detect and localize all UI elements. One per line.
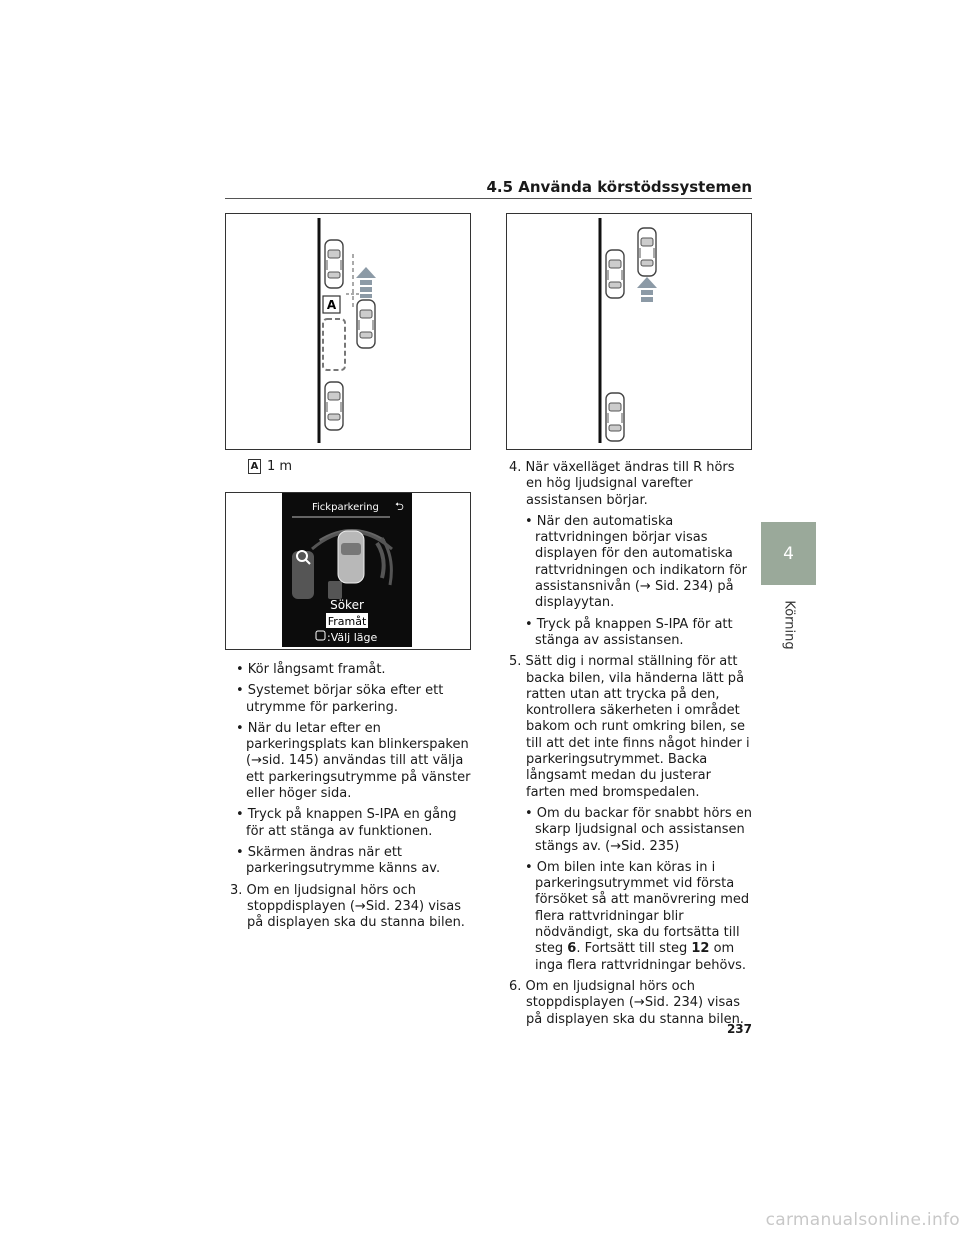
step-5: 5. Sätt dig i normal ställning för att backa bilen, vila händerna lätt på ratten utan att trycka på den, kontrollera säkerheten i området bakom och runt omkring bilen, se till att det inte finns något hinder i parkeringsutrymmet. Backa långsamt medan du justerar farten med bromspedalen. <box>509 654 750 800</box>
figure-parking-search <box>225 213 471 450</box>
caption-badge: A <box>248 459 261 474</box>
mode-icon <box>316 631 325 640</box>
left-column <box>230 662 475 936</box>
step-4-bullet-1: • När den automatiska rattvridningen börjar visas displayen för den automatiska rattvridningen och indikatorn för assistansnivån (→ Sid. 234) på displayytan. <box>525 513 747 611</box>
parked-car-bottom <box>606 393 624 441</box>
screen-title: Fickparkering <box>312 502 379 513</box>
header-divider <box>225 198 752 199</box>
step-3: 3. Om en ljudsignal hörs och stoppdisplayen (→Sid. 234) visas på displayen ska du stanna bilen. <box>230 882 465 931</box>
label-a: A <box>326 298 337 312</box>
caption-text: 1 m <box>267 459 293 474</box>
page-header-title: 4.5 Använda körstödssystemen <box>486 178 752 196</box>
parking-display-screen <box>282 493 412 647</box>
watermark: carmanualsonline.info <box>765 1210 960 1230</box>
forward-arrow <box>356 267 376 298</box>
screen-status: Söker <box>330 598 364 612</box>
step-4: 4. När växelläget ändras till R hörs en hög ljudsignal varefter assistansen börjar. <box>509 460 735 508</box>
bullet-1: • Kör långsamt framåt. <box>236 662 386 677</box>
parked-car-top <box>606 250 624 298</box>
parked-car-top <box>325 240 343 288</box>
forward-arrow <box>637 277 657 302</box>
figure-caption <box>248 459 292 474</box>
parking-diagram-1 <box>226 214 470 449</box>
step-4-bullet-2: • Tryck på knappen S-IPA för att stänga av assistansen. <box>525 616 733 648</box>
right-column <box>509 460 752 1033</box>
step-5-bullet-1: • Om du backar för snabbt hörs en skarp ljudsignal och assistansen stängs av. (→Sid. 235) <box>525 805 752 854</box>
step-5-bullet-2: • Om bilen inte kan köras in i parkeringsutrymmet vid första försöket så att manövrering med flera rattvridningar blir nödvändigt, ska du fortsätta till steg 6. Fortsätt till steg 12 om inga flera rattvridningar behövs. <box>525 859 750 973</box>
back-icon: ⮌ <box>395 500 404 513</box>
screen-direction: Framåt <box>327 615 367 628</box>
screen-mode: :Välj läge <box>327 631 378 644</box>
bullet-2: • Systemet börjar söka efter ett utrymme för parkering. <box>236 683 444 715</box>
parking-diagram-2 <box>507 214 751 449</box>
bullet-3: • När du letar efter en parkeringsplats kan blinkerspaken (→sid. 145) användas till att välja ett parkeringsutrymme på vänster eller höger sida. <box>236 720 471 802</box>
own-car <box>638 228 656 276</box>
page-number: 237 <box>726 1022 752 1036</box>
empty-parking-space <box>323 319 345 370</box>
chapter-label: Körning <box>781 600 797 650</box>
step-6: 6. Om en ljudsignal hörs och stoppdisplayen (→Sid. 234) visas på displayen ska du stanna bilen. <box>509 978 744 1027</box>
display-graphic <box>282 493 412 647</box>
parked-car-bottom <box>325 382 343 430</box>
own-car <box>357 300 375 348</box>
chapter-tab: 4 <box>761 522 816 585</box>
bullet-5: • Skärmen ändras när ett parkeringsutrymme känns av. <box>236 844 441 877</box>
bullet-4: • Tryck på knappen S-IPA en gång för att stänga av funktionen. <box>236 807 457 839</box>
figure-stop-position <box>506 213 752 450</box>
